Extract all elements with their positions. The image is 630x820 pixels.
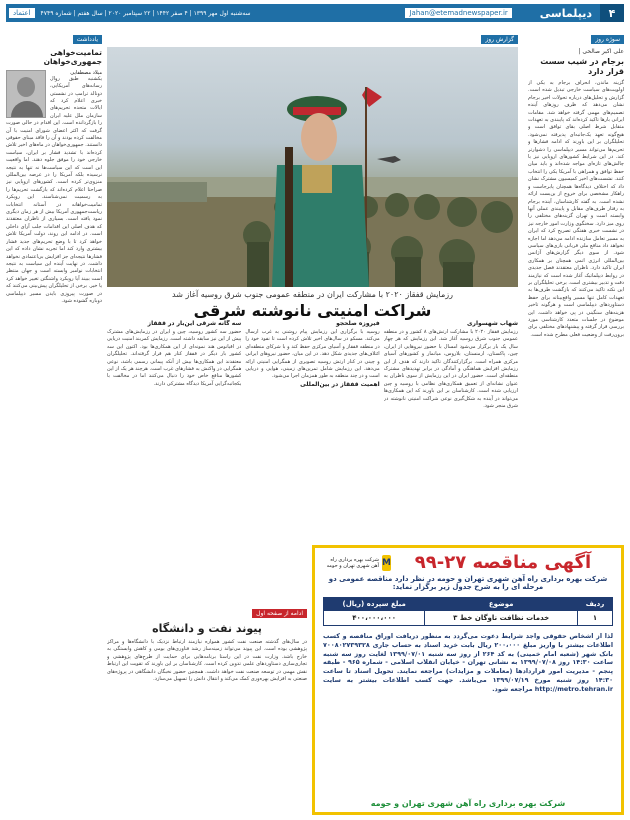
table-header: موضوع: [425, 598, 578, 611]
oil-university-article: [107, 600, 307, 815]
section-tag: گزارش روز: [481, 35, 518, 44]
table-header: ردیف: [578, 598, 613, 611]
ad-org-name: شرکت بهره برداری راه آهن شهری تهران و حومه: [326, 556, 379, 569]
column-body: رزمایش قفقاز ۲۰۲۰ با مشارکت ارتش‌های ۸ کشور و در منطقه عمومی جنوب شرق روسیه آغاز شد. این رزمایش که هر چهار سال یک بار برگزار می‌شود امسال با حضور نیروهایی از ایران، چین، پاکستان، ارمنستان، بلاروس، میانمار و کشورهای آسیای مرکزی همراه است. برگزارکنندگان تاکید دارند که هدف از این رزمایش افزایش هماهنگی و آمادگی در برابر تهدیدهای مشترک منطقه‌ای است. حضور ایران در این رزمایش از سوی ناظران به عنوان نشانه‌ای از تعمیق همکاری‌های نظامی با روسیه و چین ارزیابی شده است. کارشناسان بر این باورند که این همکاری‌ها می‌تواند در آینده به شکل‌گیری نوعی شراکت امنیتی نانوشته در شرق منجر شود.: [383, 329, 518, 410]
table-cell: ۴۰۰،۰۰۰،۰۰۰: [324, 611, 425, 626]
tender-advertisement: [312, 545, 624, 815]
table-header: مبلغ سپرده (ریال): [324, 598, 425, 611]
ad-footer: شرکت بهره برداری راه آهن شهری تهران و حومه: [370, 799, 566, 808]
column-author: شهاب شهسواری: [467, 320, 518, 327]
ad-body: لذا از اشخاص حقوقی واجد شرایط دعوت می‌گردد به منظور دریافت اوراق مناقصه و کسب اطلاعات بیشتر با واریز مبلغ ۲۰۰،۰۰۰ ریال بابت خرید اسناد به حساب جاری ۷۰۰۸۰۲۷۳۹۳۲۸ بانک شهر (شعبه امام خمینی) به کد ۲۶۴ از روز سه شنبه ۱۳۹۹/۰۷/۰۱ لغایت روز سه شنبه ساعت ۱۴:۳۰ روز ۱۳۹۹/۰۷/۰۸ به نشانی تهران - خیابان انقلاب اسلامی - شماره ۹۶۵ - طبقه پنجم - مدیریت امور قراردادها (معاملات و مزایدات) مراجعه نمایند. تحویل اسناد تا ساعت ۱۴:۳۰ روز شنبه مورخ ۱۳۹۹/۰۷/۱۹ می‌باشد. جهت کسب اطلاعات بیشتر به سایت http://metro.tehran.ir مراجعه شود.: [323, 632, 614, 693]
article-headline: شراکت امنیتی نانوشته شرقی: [193, 301, 432, 320]
editorial-column: [528, 26, 624, 556]
author-name: میلاد مصطفایی: [70, 69, 102, 76]
column-subheading: سه گانه شرقی این‌بار در قفقاز: [147, 320, 242, 327]
date-line: سه‌شنبه اول مهر ۱۳۹۹ | ۴ صفر ۱۴۴۲ | ۲۲ سپتامبر ۲۰۲۰ | سال هفتم | شماره ۴۷۴۹: [40, 9, 251, 17]
column-body: حضور سه کشور روسیه، چین و ایران در رزمایش‌های مشترک پیش از این نیز سابقه داشته است. رزمایش کمربند امنیت دریایی در اقیانوس هند نمونه‌ای از این همکاری‌ها بود. اکنون این سه کشور بار دیگر در قفقاز کنار هم قرار گرفته‌اند. تحلیلگران معتقدند این همکاری‌ها بیش از آنکه پیمانی رسمی باشد، نوعی همگرایی در واکنش به فشارهای غرب است. هرچند هر یک از این کشورها منافع خاص خود را دنبال می‌کنند اما در مخالفت با یکجانبه‌گرایی آمریکا دیدگاه مشترکی دارند.: [107, 329, 242, 387]
section-email[interactable]: Jahan@etemadnewspaper.ir: [405, 8, 511, 18]
section-title: دیپلماسی: [539, 6, 592, 20]
newspaper-logo: اعتماد: [9, 8, 35, 18]
article-subtitle: رزمایش قفقاز ۲۰۲۰ با مشارکت ایران در منطقه عمومی جنوب شرق روسیه آغاز شد: [172, 290, 453, 299]
article-body: در سال‌های گذشته صنعت نفت کشور همواره نیازمند ارتباط نزدیک با دانشگاه‌ها و مراکز پژوهشی بوده است. این پیوند می‌تواند زمینه‌ساز رشد فناوری‌های بومی و کاهش وابستگی به خارج باشد. وزارت نفت در این راستا برنامه‌هایی برای حمایت از طرح‌های پژوهشی و تجاری‌سازی دستاوردهای علمی تدوین کرده است. کارشناسان بر این باورند که تقویت این ارتباط نقش مهمی در توسعه صنعت نفت خواهد داشت. همچنین حضور نخبگان دانشگاهی در پروژه‌های صنعتی به افزایش بهره‌وری کمک می‌کند و انتقال دانش را تسهیل می‌سازد.: [107, 639, 307, 683]
column-subheading: اهمیت قفقاز در بین‌المللی: [300, 380, 380, 388]
ad-org-badge: [321, 555, 391, 571]
article-title: پیوند نفت و دانشگاه: [152, 622, 262, 635]
opinion-body: یکشنبه طبق روال رسانه‌های آمریکایی، دونالد ترامپ در نشستی خبری اعلام کرد که ایالات متحده تحریم‌های سازمان ملل علیه ایران را بازگردانده است. این اقدام در حالی صورت گرفت که اکثر اعضای شورای امنیت با آن مخالفت کرده بودند و آن را فاقد مبنای حقوقی دانستند. جمهوری‌خواهان در ماه‌های اخیر تلاش کرده‌اند با تشدید فشار بر ایران، سیاست خارجی خود را موفق جلوه دهند. اما واقعیت این است که این سیاست‌ها نه تنها به نتیجه نرسیده بلکه آمریکا را در عرصه بین‌المللی منزوی‌تر کرده است. کشورهای اروپایی نیز صراحتا اعلام کرده‌اند که بازگشت تحریم‌ها را به رسمیت نمی‌شناسند. این رویکرد تمامیت‌خواهانه در آستانه انتخابات ریاست‌جمهوری آمریکا بیش از هر زمان دیگری نمود یافته است. بسیاری از ناظران معتقدند که هدف اصلی این اقدامات جلب آرای داخلی است. در ادامه این روند، دولت آمریکا تلاش خواهد کرد تا با وضع تحریم‌های جدید فشار بیشتری وارد کند اما تجربه نشان داده که این فشارها نتیجه‌ای جز افزایش بی‌اعتمادی نخواهد داشت. در نهایت آینده این سیاست به نتیجه انتخابات نوامبر وابسته است و جهان منتظر است ببیند آیا رویکرد واشنگتن تغییر خواهد کرد یا خیر. برخی از تحلیلگران پیش‌بینی می‌کنند که در صورت پیروزی بایدن مسیر دیپلماسی دوباره گشوده شود.: [6, 75, 102, 304]
author-name: علی اکبر صالحی |: [578, 48, 624, 55]
soldiers-photo: [107, 47, 518, 287]
author-photo: [6, 70, 46, 118]
article-column-3: [107, 320, 241, 595]
main-article: [107, 26, 518, 320]
article-title: برجام در شیب‌ سست قرار دارد: [540, 57, 624, 76]
section-tag: سوژه روز: [591, 35, 624, 44]
ad-intro: شرکت بهره برداری راه آهن شهری تهران و حومه در نظر دارد مناقصه عمومی دو مرحله ای را به شرح جدول زیر برگزار نماید:: [328, 575, 608, 591]
article-body: گزینه ماندن، انحراف برجام به یکی از اولویت‌های سیاست خارجی تبدیل شده است. گزارش و تحلیل‌های درباره تحولات اخیر برجام نشان می‌دهد که ظرف روزهای آینده تصمیم‌های مهمی گرفته خواهد شد. مقامات ایرانی بارها تاکید کرده‌اند که پایبندی به تعهدات متقابل شرط اصلی بقای توافق است و هیچ‌گونه تعهد یک‌جانبه‌ای پذیرفته نمی‌شود. تحلیلگران بر این باورند که ادامه فشارها و تحریم‌ها می‌تواند مسیر دیپلماسی را دشوارتر کند. در این شرایط کشورهای اروپایی نیز با چالش‌های تازه‌ای مواجه شده‌اند و باید میان حفظ توافق و همراهی با آمریکا یکی را انتخاب کنند. نشست‌های اخیر کمیسیون مشترک نشان داد که اختلاف دیدگاه‌ها همچنان پابرجاست و راهکار مشخصی برای خروج از بن‌بست ارائه نشده است. به گفته کارشناسان، آینده برجام به رفتار طرف‌های مقابل و پایبندی عملی آنها وابسته است و تهران گزینه‌های مختلفی را روی میز دارد. سخنگوی وزارت امور خارجه نیز در نشست خبری هفتگی تصریح کرد که ایران به مسیر تعامل سازنده ادامه می‌دهد اما اجازه نخواهد داد منافع ملی قربانی بازی‌های سیاسی شود. از سوی دیگر گزارش‌های آژانس بین‌المللی انرژی اتمی همچنان بر همکاری ایران تاکید دارد. ناظران معتقدند فصل جدیدی در روابط دیپلماتیک آغاز شده است که نیازمند دقت و تدبیر بیشتری است. برخی تحلیلگران بر این نکته تاکید می‌کنند که بازگشت طرف‌ها به تعهدات کامل تنها مسیر واقع‌بینانه برای حفظ دستاوردهای دیپلماسی است و هرگونه تاخیر هزینه‌های سنگینی در پی خواهد داشت. این موضوع در جلسات متعدد کارشناسی مورد بررسی قرار گرفته و پیشنهادهای مختلفی برای برون‌رفت از وضعیت فعلی مطرح شده است.: [528, 80, 624, 338]
opinion-title: تمامیت‌خواهی جمهوری‌خواهان: [43, 48, 102, 67]
page-header: [6, 4, 624, 22]
column-author: فیروزه صلحجو: [336, 320, 380, 327]
section-tag: یادداشت: [73, 35, 102, 44]
column-body: روسیه با برگزاری این رزمایش پیام روشنی به غرب ارسال می‌کند. مسکو در سال‌های اخیر تلاش کرده است تا نفوذ خود را در منطقه قفقاز و آسیای مرکزی حفظ کند و با شرکای منطقه‌ای ائتلاف‌های جدیدی شکل دهد. در این میان، حضور نیروهای ایرانی و چینی در کنار ارتش روسیه تصویری از همگرایی امنیتی ارائه می‌دهد. این رزمایش شامل تمرین‌های زمینی، هوایی و دریایی است و در چند منطقه به طور همزمان اجرا می‌شود.: [245, 329, 380, 380]
article-photo: [107, 47, 518, 287]
tender-table: [323, 597, 613, 626]
page-number: ۴: [600, 4, 624, 22]
section-tag: ادامه از صفحه اول: [252, 609, 307, 618]
ad-title: آگهی مناقصه ۲۷-۹۹: [414, 552, 592, 573]
opinion-column: [6, 26, 102, 816]
table-row: [324, 611, 613, 626]
table-cell: ۱: [578, 611, 613, 626]
metro-logo-icon: M: [382, 555, 391, 571]
table-cell: خدمات نظافت ناوگان خط ۳: [425, 611, 578, 626]
